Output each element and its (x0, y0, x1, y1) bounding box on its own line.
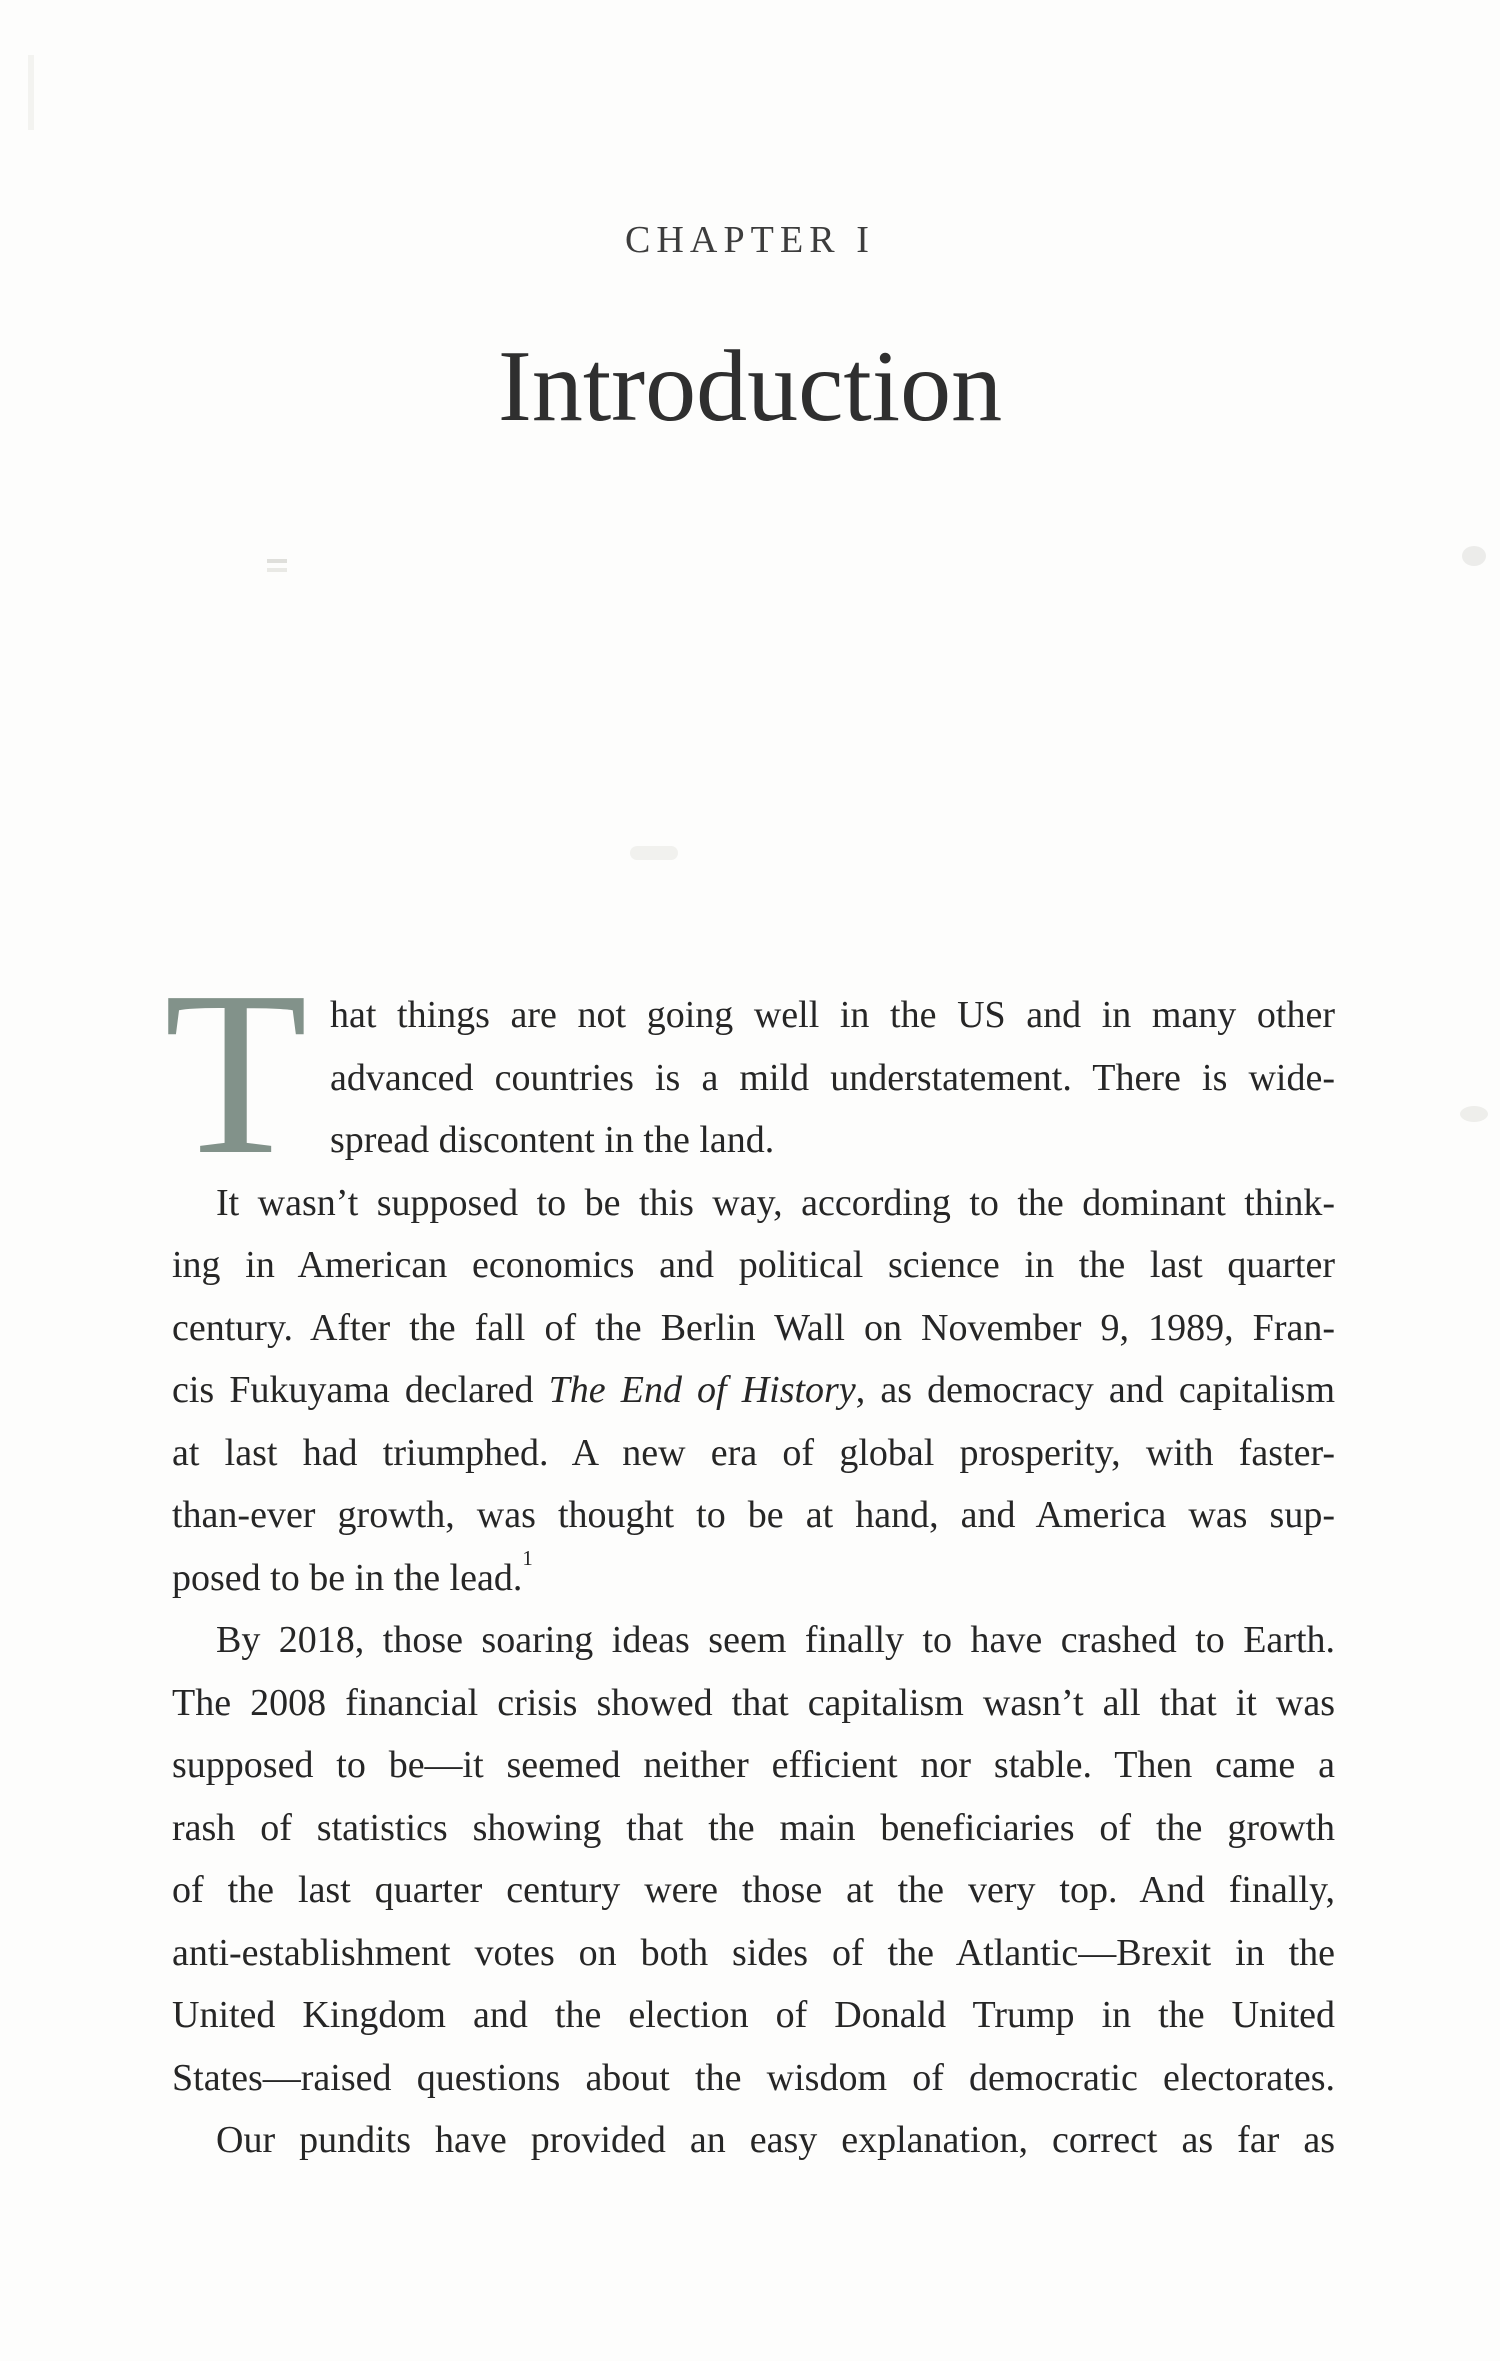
scan-artifact (28, 55, 34, 130)
body-line-text: century. After the fall of the Berlin Wall on November 9, 1989, Fran- (172, 1306, 1335, 1349)
body-line (172, 1297, 1335, 1360)
body-line-text: The 2008 financial crisis showed that capitalism wasn’t all that it was (172, 1681, 1335, 1724)
body-line-text: anti-establishment votes on both sides of the Atlantic—Brexit in the (172, 1931, 1335, 1974)
body-line (172, 984, 1335, 1047)
body-line (172, 1922, 1335, 1985)
body-line (172, 1547, 1335, 1610)
body-line (172, 1172, 1335, 1235)
body-line (172, 1797, 1335, 1860)
body-line (172, 1609, 1335, 1672)
body-line (172, 1359, 1335, 1422)
footnote-reference: 1 (522, 1546, 533, 1571)
body-line-text: United Kingdom and the election of Donald Trump in the United (172, 1994, 1335, 2036)
body-line-text: By 2018, those soaring ideas seem finally to have crashed to Earth. (216, 1619, 1335, 1661)
body-line-text: advanced countries is a mild understatement. There is wide- (330, 1056, 1335, 1099)
scan-artifact (630, 846, 678, 860)
body-line (172, 1734, 1335, 1797)
chapter-title: Introduction (497, 330, 1003, 443)
scan-artifact (1460, 1106, 1488, 1122)
body-line (172, 1484, 1335, 1547)
body-line-text: cis Fukuyama declared (172, 1369, 549, 1411)
body-line-text: rash of statistics showing that the main beneficiaries of the growth (172, 1806, 1335, 1849)
body-line-text: States—raised questions about the wisdom of democratic electorates. (172, 2056, 1335, 2099)
body-text (172, 984, 1335, 2172)
body-line (172, 2109, 1335, 2172)
body-line-text: spread discontent in the land. (330, 1119, 775, 1161)
body-line-text: at last had triumphed. A new era of global prosperity, with faster- (172, 1431, 1335, 1474)
chapter-label: CHAPTER I (624, 219, 875, 261)
scan-artifact (267, 559, 287, 563)
body-line (172, 1047, 1335, 1110)
body-line-text: Our pundits have provided an easy explanation, correct as far as (216, 2119, 1335, 2161)
body-line-text: supposed to be—it seemed neither efficient nor stable. Then came a (172, 1744, 1335, 1786)
body-line-text: of the last quarter century were those at the very top. And finally, (172, 1869, 1335, 1911)
book-title-italic: The End of History (548, 1369, 856, 1411)
body-line-text: hat things are not going well in the US and in many other (330, 994, 1335, 1036)
body-line (172, 1859, 1335, 1922)
drop-cap: T (164, 943, 308, 1203)
body-line (172, 1109, 1335, 1172)
body-line (172, 1234, 1335, 1297)
scan-artifact (1462, 546, 1486, 566)
body-line-text: ing in American economics and political science in the last quarter (172, 1244, 1335, 1286)
body-line (172, 1984, 1335, 2047)
body-line-text: posed to be in the lead. (172, 1556, 523, 1599)
body-line-text: , as democracy and capitalism (855, 1369, 1336, 1411)
body-line (172, 1672, 1335, 1735)
body-line-text: It wasn’t supposed to be this way, according to the dominant think- (216, 1181, 1335, 1224)
body-line (172, 1422, 1335, 1485)
body-line-text: than-ever growth, was thought to be at hand, and America was sup- (172, 1494, 1335, 1536)
body-line (172, 2047, 1335, 2110)
